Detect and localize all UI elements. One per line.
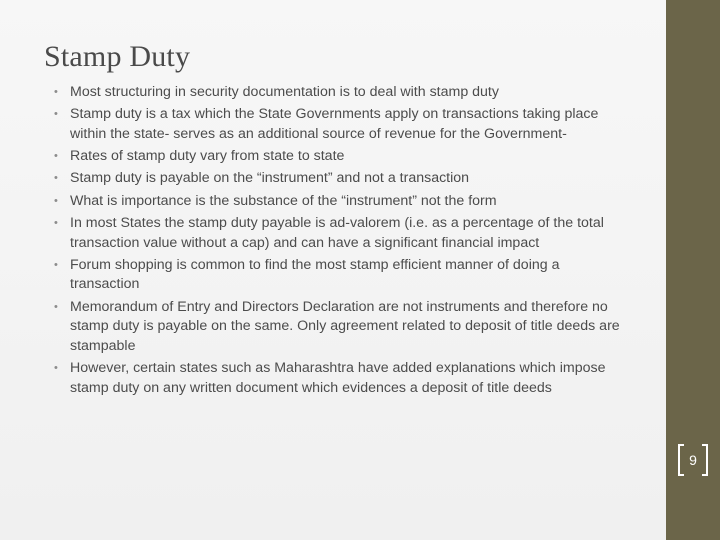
bullet-icon: •: [54, 258, 58, 271]
bullet-text: Rates of stamp duty vary from state to state: [70, 148, 345, 165]
bullet-icon: •: [54, 172, 58, 185]
bullet-icon: •: [54, 86, 58, 98]
bullet-item: [52, 256, 630, 295]
bullet-item: [52, 169, 630, 189]
bullet-item: [52, 192, 630, 212]
bullet-icon: •: [54, 217, 58, 229]
bullet-icon: •: [54, 108, 58, 121]
page-number: 9: [689, 452, 697, 468]
bullet-text: What is importance is the substance of the “instrument” not the form: [70, 192, 497, 209]
bullet-item: [52, 105, 630, 144]
bullet-icon: •: [54, 150, 58, 163]
bullet-item: [52, 214, 630, 253]
bullet-icon: •: [54, 194, 58, 207]
slide-title: Stamp Duty: [44, 40, 191, 73]
bullet-text: Stamp duty is a tax which the State Governments apply on transactions taking place within the state- serves as an additional source of revenue for the Government-: [70, 106, 599, 142]
bullet-icon: •: [54, 362, 58, 375]
bullet-text: Memorandum of Entry and Directors Declaration are not instruments and therefore no stamp duty is payable on the same. Only agreement related to deposit of title deeds are stampable: [70, 298, 620, 354]
bullet-text: Stamp duty is payable on the “instrument” and not a transaction: [70, 170, 470, 187]
bullet-item: [52, 298, 630, 357]
bullet-item: [52, 147, 630, 167]
bullet-item: [52, 359, 630, 398]
bullet-icon: •: [54, 300, 58, 313]
bullet-text: In most States the stamp duty payable is ad-valorem (i.e. as a percentage of the total transaction value without a cap) and can have a significant financial impact: [70, 215, 604, 251]
bullet-list: [52, 83, 630, 401]
bullet-text: Most structuring in security documentation is to deal with stamp duty: [70, 84, 499, 100]
bullet-text: Forum shopping is common to find the most stamp efficient manner of doing a transaction: [70, 256, 560, 293]
bullet-item: [52, 83, 630, 103]
bullet-text: However, certain states such as Maharashtra have added explanations which impose stamp duty on any written document which evidences a deposit of title deeds: [70, 360, 606, 396]
